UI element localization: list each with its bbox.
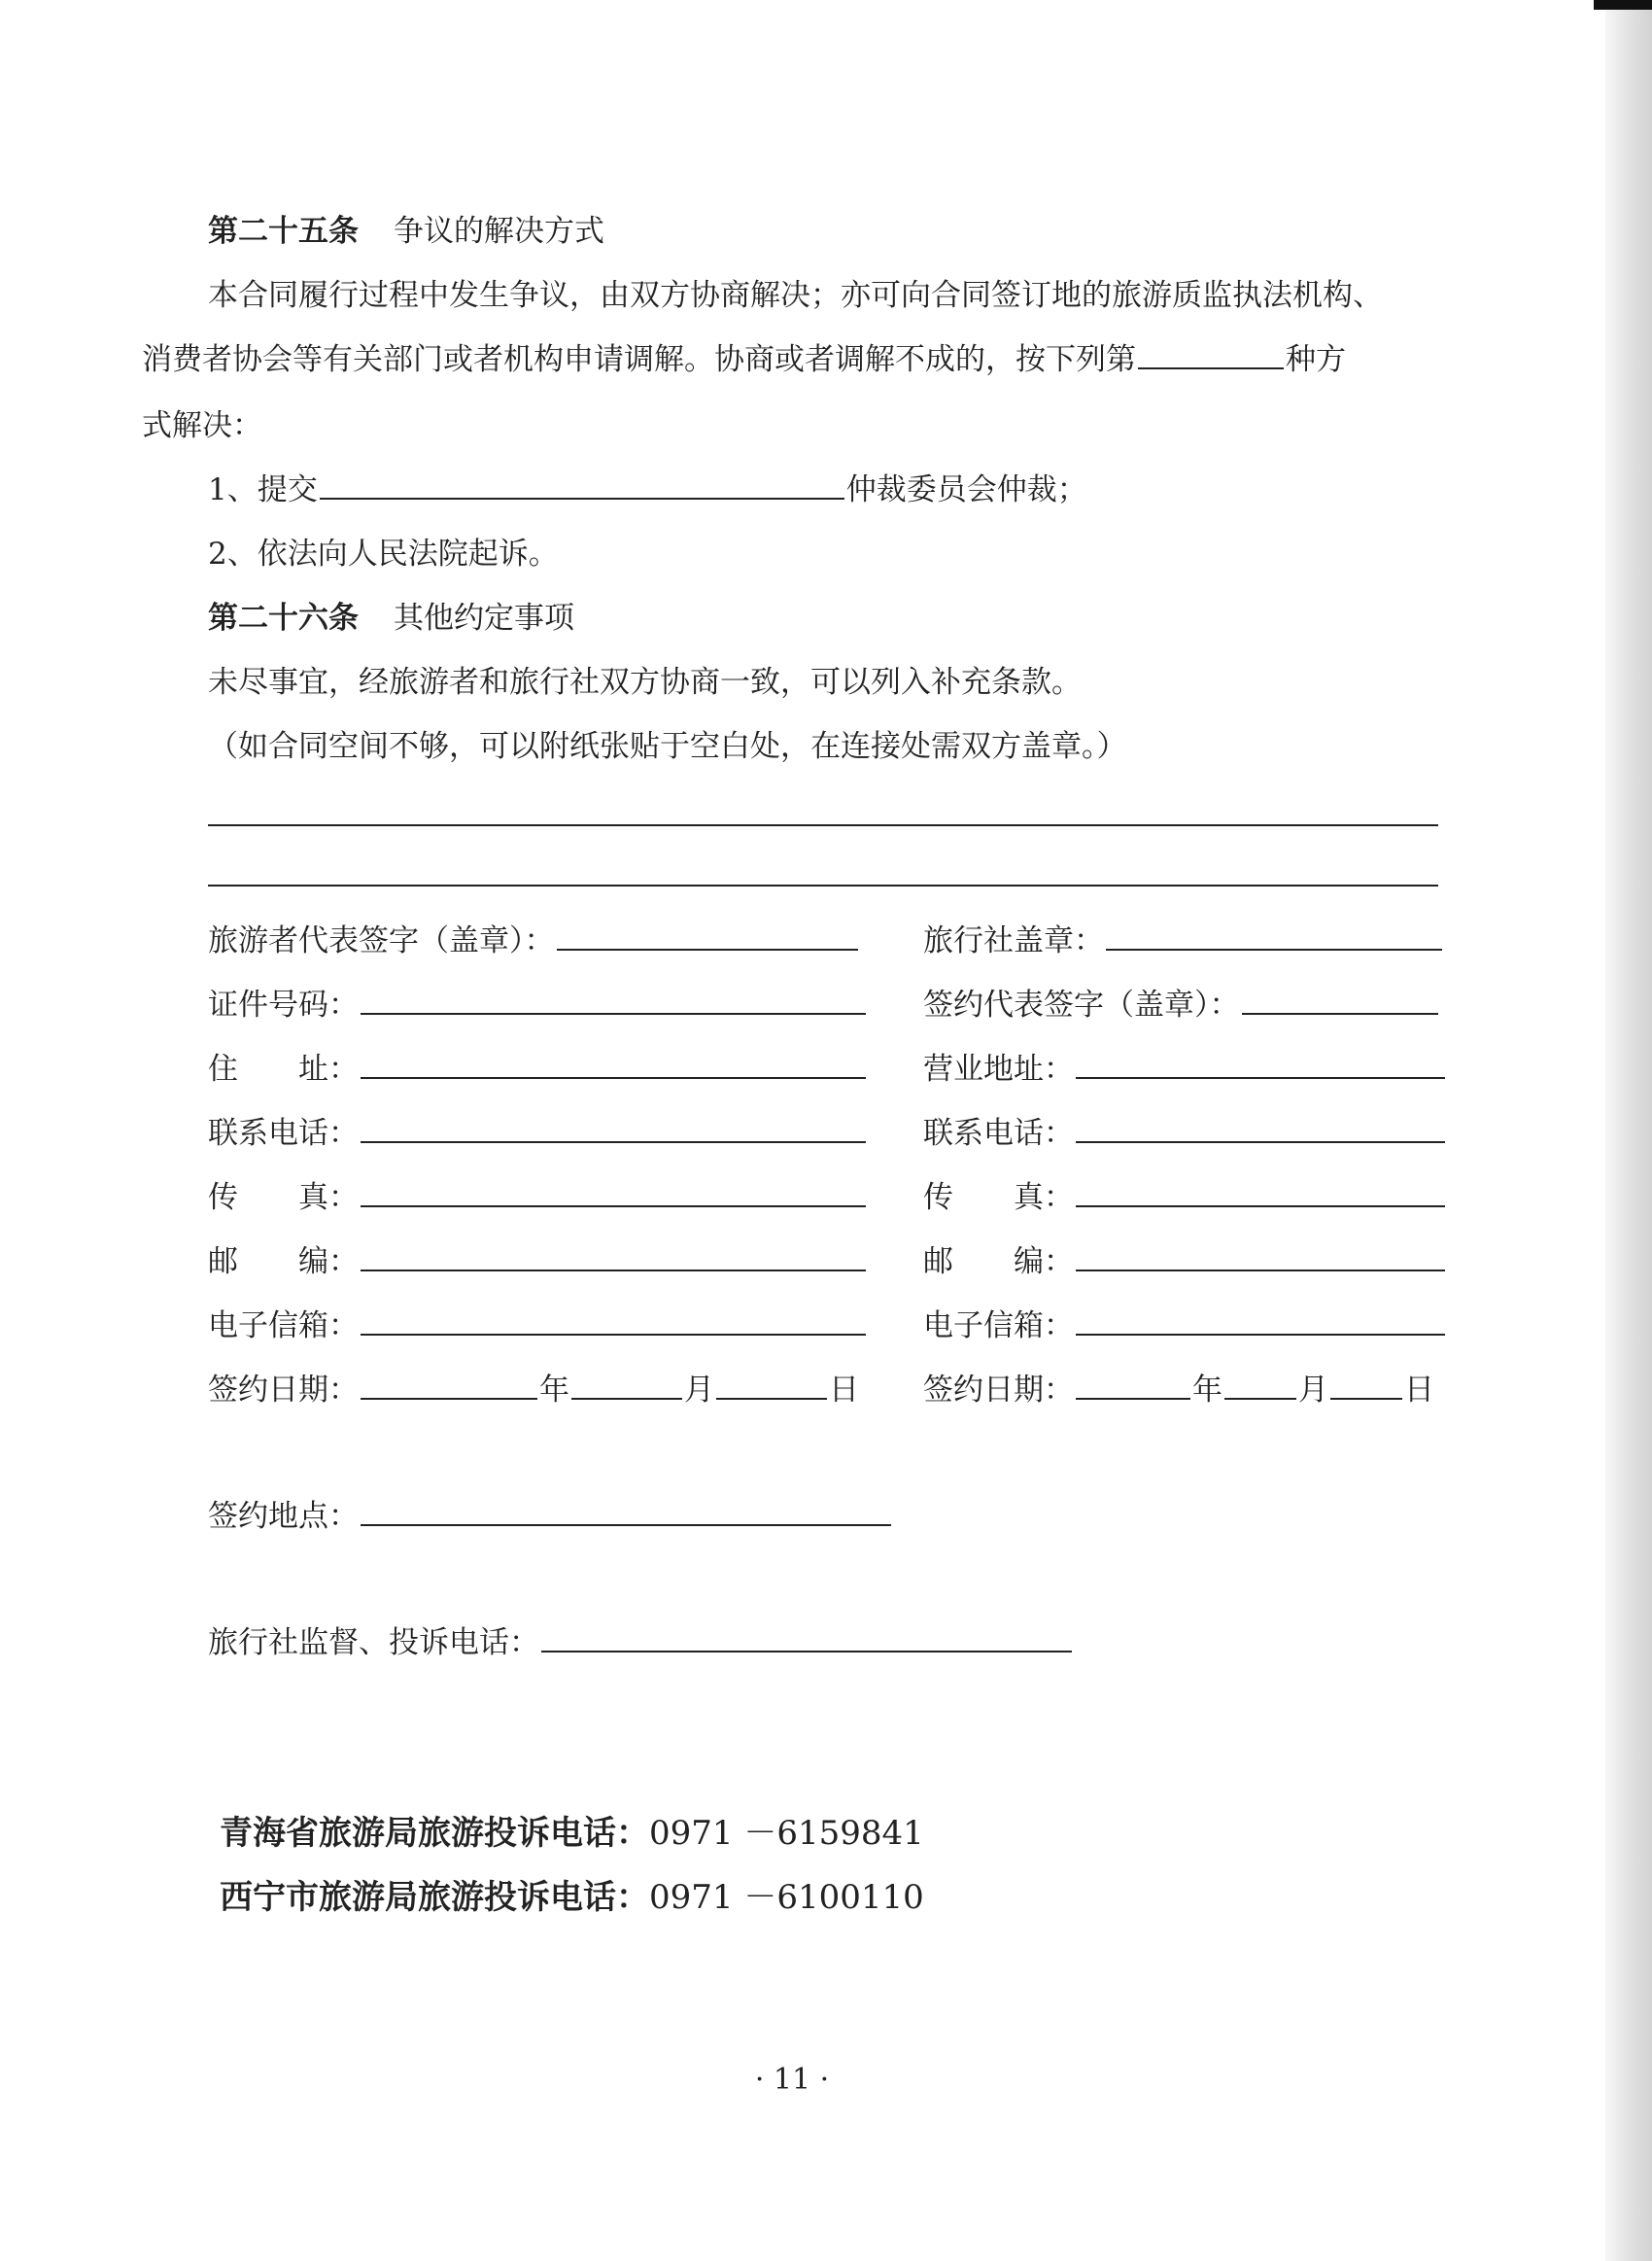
tourist-postcode-row	[208, 1242, 868, 1281]
agency-fax-blank[interactable]	[1076, 1178, 1445, 1207]
agency-fax-label: 传 真：	[923, 1180, 1074, 1215]
agency-address-blank[interactable]	[1076, 1050, 1445, 1079]
agency-month-blank[interactable]	[1224, 1371, 1296, 1400]
tourist-fax-blank[interactable]	[361, 1178, 866, 1207]
option-litigation: 2、依法向人民法院起诉。	[208, 537, 559, 572]
tourist-sign-blank[interactable]	[557, 922, 858, 951]
tourist-day-blank[interactable]	[716, 1371, 827, 1400]
agency-postcode-blank[interactable]	[1076, 1242, 1445, 1271]
agency-rep-sign-label: 签约代表签字（盖章）：	[923, 988, 1240, 1023]
agency-email-row	[923, 1306, 1447, 1345]
article-25-title: 争议的解决方式	[394, 214, 604, 249]
supplement-line-1[interactable]	[208, 824, 1438, 826]
agency-date-row	[923, 1371, 1434, 1409]
agency-month-label: 月	[1298, 1373, 1328, 1408]
agency-rep-sign-row	[923, 986, 1440, 1025]
tourist-sign-label: 旅游者代表签字（盖章）：	[208, 923, 555, 958]
tourist-id-row	[208, 986, 868, 1025]
agency-address-row	[923, 1050, 1447, 1089]
agency-phone-row	[923, 1114, 1447, 1153]
tourist-day-label: 日	[829, 1373, 859, 1408]
agency-seal-label: 旅行社盖章：	[923, 923, 1104, 958]
hotline-city	[220, 1878, 924, 1917]
tourist-address-label: 住 址：	[208, 1052, 359, 1087]
agency-year-blank[interactable]	[1076, 1371, 1190, 1400]
tourist-id-label: 证件号码：	[208, 988, 359, 1023]
hotline-provincial	[220, 1814, 924, 1853]
agency-rep-sign-blank[interactable]	[1242, 986, 1438, 1015]
tourist-postcode-blank[interactable]	[361, 1242, 866, 1271]
agency-email-label: 电子信箱：	[923, 1308, 1074, 1343]
tourist-sign-row	[208, 922, 860, 960]
hotline-provincial-number: 0971 －6159841	[649, 1814, 924, 1853]
option-arbitration	[208, 470, 1087, 509]
article-26-heading	[208, 599, 574, 638]
article-25-paragraph-line2	[142, 340, 1346, 379]
agency-date-label: 签约日期：	[923, 1373, 1074, 1408]
supplement-line-2[interactable]	[208, 885, 1438, 887]
complaint-phone-label: 旅行社监督、投诉电话：	[208, 1625, 539, 1660]
article-25-paragraph-line1: 本合同履行过程中发生争议，由双方协商解决；亦可向合同签订地的旅游质监执法机构、	[208, 278, 1383, 313]
sign-place-row	[208, 1497, 893, 1536]
agency-postcode-row	[923, 1242, 1447, 1281]
tourist-fax-label: 传 真：	[208, 1180, 359, 1215]
tourist-phone-label: 联系电话：	[208, 1116, 359, 1151]
complaint-phone-blank[interactable]	[541, 1623, 1072, 1652]
tourist-phone-blank[interactable]	[361, 1114, 866, 1143]
page-number: · 11 ·	[754, 2063, 830, 2097]
tourist-email-blank[interactable]	[361, 1306, 866, 1336]
corner-registration-mark	[1594, 0, 1652, 10]
hotline-city-label: 西宁市旅游局旅游投诉电话：	[220, 1878, 649, 1917]
arbitration-committee-blank[interactable]	[320, 470, 844, 500]
tourist-address-row	[208, 1050, 868, 1089]
tourist-email-label: 电子信箱：	[208, 1308, 359, 1343]
agency-day-blank[interactable]	[1330, 1371, 1402, 1400]
agency-seal-row	[923, 922, 1444, 960]
article-26-paragraph1: 未尽事宜，经旅游者和旅行社双方协商一致，可以列入补充条款。	[208, 665, 1082, 700]
hotline-city-number: 0971 －6100110	[649, 1878, 924, 1917]
complaint-phone-row	[208, 1623, 1074, 1662]
tourist-month-label: 月	[684, 1373, 714, 1408]
tourist-year-blank[interactable]	[361, 1371, 537, 1400]
tourist-date-label: 签约日期：	[208, 1373, 359, 1408]
article-25-paragraph-line3: 式解决：	[142, 408, 262, 443]
tourist-phone-row	[208, 1114, 868, 1153]
tourist-date-row	[208, 1371, 859, 1409]
tourist-email-row	[208, 1306, 868, 1345]
agency-seal-blank[interactable]	[1106, 922, 1442, 951]
resolution-option-blank[interactable]	[1138, 340, 1284, 369]
article-25-heading	[208, 212, 604, 251]
scan-edge-shadow	[1605, 0, 1652, 2261]
agency-day-label: 日	[1404, 1373, 1434, 1408]
tourist-month-blank[interactable]	[571, 1371, 682, 1400]
agency-address-label: 营业地址：	[923, 1052, 1074, 1087]
agency-phone-label: 联系电话：	[923, 1116, 1074, 1151]
article-26-paragraph2: （如合同空间不够，可以附纸张贴于空白处，在连接处需双方盖章。）	[208, 729, 1127, 764]
agency-postcode-label: 邮 编：	[923, 1244, 1074, 1279]
sign-place-blank[interactable]	[361, 1497, 891, 1526]
article-25-text: 消费者协会等有关部门或者机构申请调解。协商或者调解不成的，按下列第	[142, 342, 1136, 377]
tourist-address-blank[interactable]	[361, 1050, 866, 1079]
article-26-number: 第二十六条	[208, 601, 359, 636]
tourist-postcode-label: 邮 编：	[208, 1244, 359, 1279]
article-26-title: 其他约定事项	[394, 601, 574, 636]
tourist-fax-row	[208, 1178, 868, 1217]
article-25-number: 第二十五条	[208, 214, 359, 249]
agency-email-blank[interactable]	[1076, 1306, 1445, 1336]
agency-phone-blank[interactable]	[1076, 1114, 1445, 1143]
option-arbitration-suffix: 仲裁委员会仲裁；	[845, 472, 1087, 507]
agency-fax-row	[923, 1178, 1447, 1217]
sign-place-label: 签约地点：	[208, 1499, 359, 1534]
agency-year-label: 年	[1192, 1373, 1222, 1408]
tourist-id-blank[interactable]	[361, 986, 866, 1015]
option-arbitration-label: 1、提交	[208, 472, 318, 507]
tourist-year-label: 年	[539, 1373, 569, 1408]
article-25-text: 种方	[1286, 342, 1346, 377]
hotline-provincial-label: 青海省旅游局旅游投诉电话：	[220, 1814, 649, 1853]
